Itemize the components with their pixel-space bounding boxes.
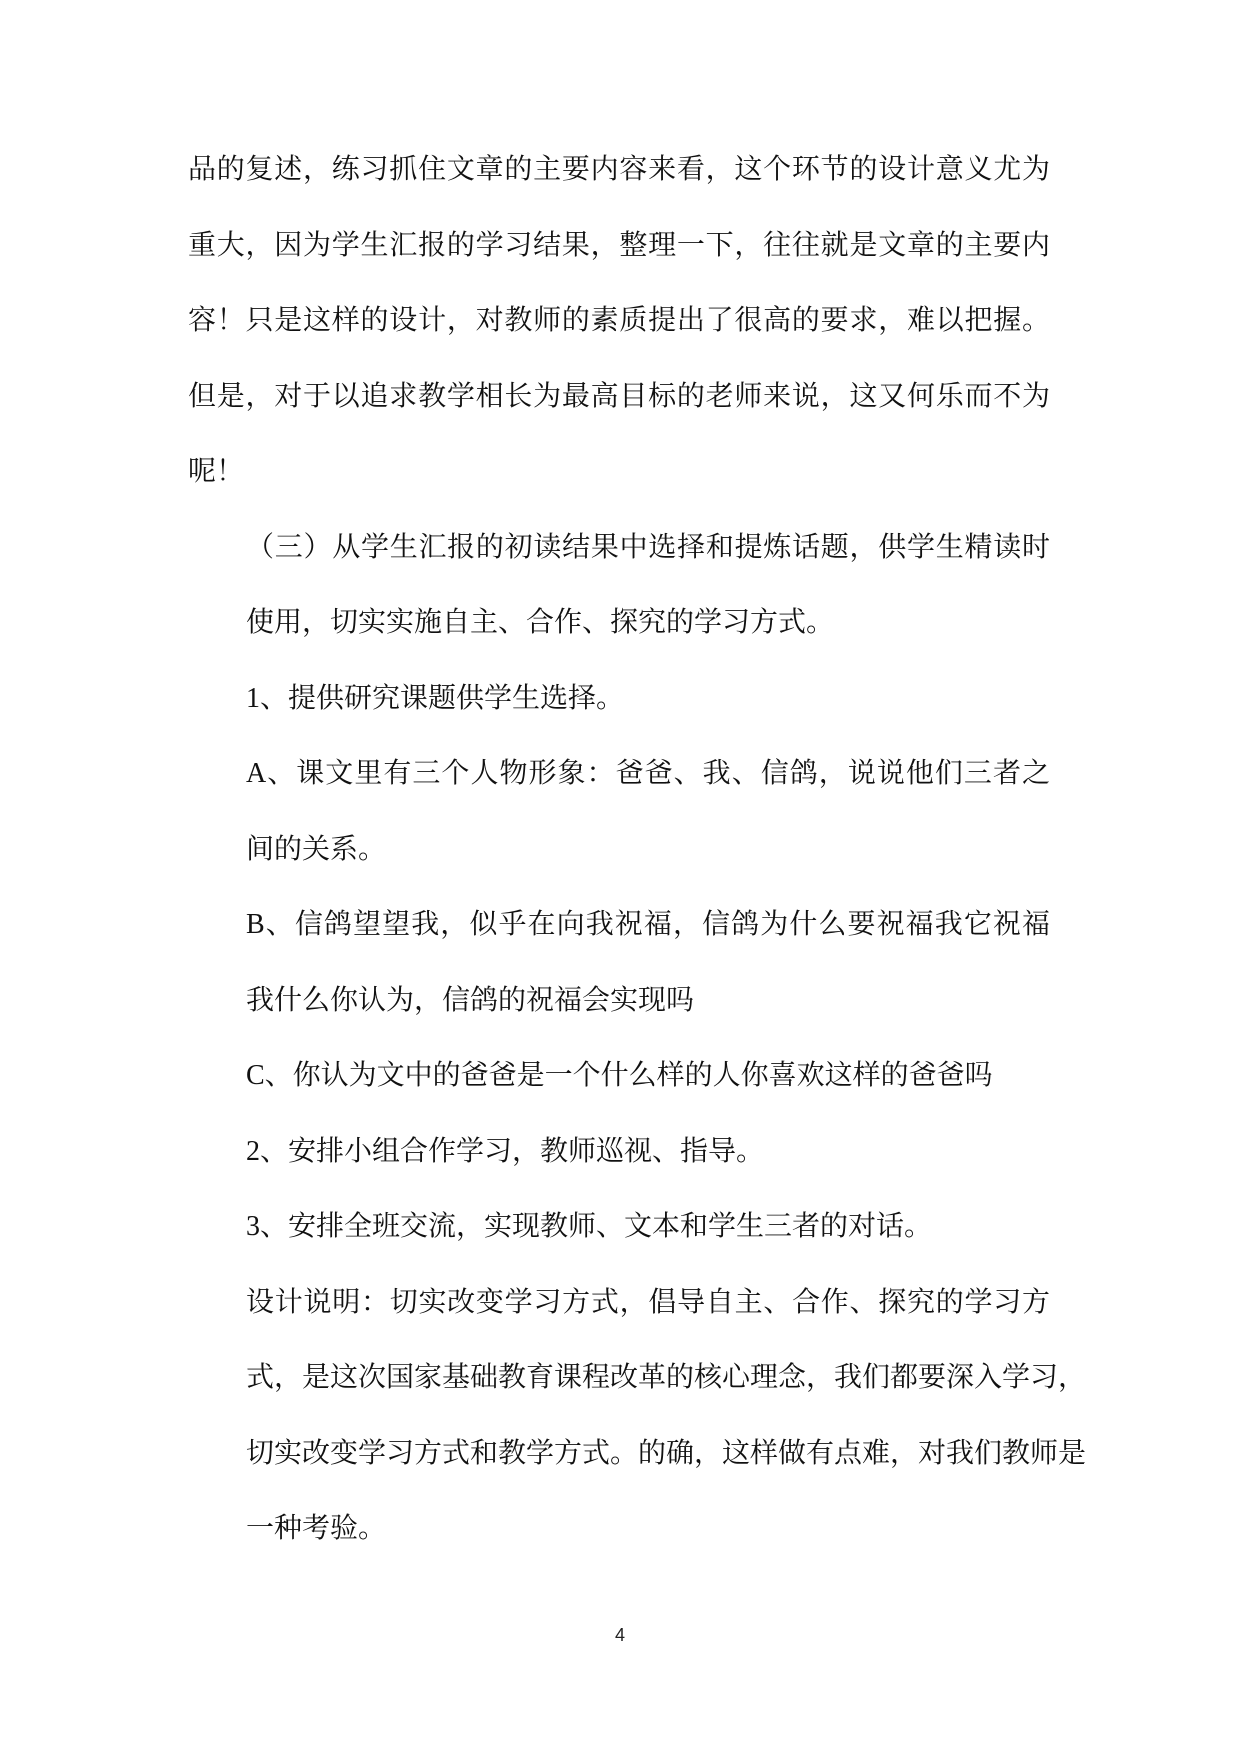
paragraph-item-a bbox=[188, 736, 1050, 887]
text-line: 1、提供研究课题供学生选择。 bbox=[246, 682, 625, 714]
text-line: A、课文里有三个人物形象：爸爸、我、信鸽，说说他们三者之 bbox=[246, 758, 1050, 789]
body-text bbox=[188, 132, 1087, 1567]
paragraph-item-3 bbox=[188, 1189, 1050, 1265]
text-line: 一种考验。 bbox=[246, 1513, 387, 1544]
page-number: 4 bbox=[614, 1625, 625, 1645]
text-line: C、你认为文中的爸爸是一个什么样的人你喜欢这样的爸爸吗 bbox=[246, 1060, 993, 1091]
text-line: 使用，切实实施自主、合作、探究的学习方式。 bbox=[246, 607, 835, 638]
text-line: 品的复述，练习抓住文章的主要内容来看，这个环节的设计意义尤为 bbox=[188, 154, 1050, 185]
paragraph-item-c bbox=[188, 1038, 1050, 1114]
text-line: 间的关系。 bbox=[246, 833, 387, 865]
text-line: 我什么你认为，信鸽的祝福会实现吗 bbox=[246, 984, 695, 1016]
paragraph-item-b bbox=[188, 887, 1050, 1038]
paragraph-design-note bbox=[188, 1265, 1087, 1567]
paragraph-item-1 bbox=[188, 661, 1050, 737]
text-line: （三）从学生汇报的初读结果中选择和提炼话题，供学生精读时 bbox=[246, 531, 1050, 563]
text-line: 容！只是这样的设计，对教师的素质提出了很高的要求，难以把握。 bbox=[188, 305, 1050, 336]
text-line: 式，是这次国家基础教育课程改革的核心理念，我们都要深入学习， bbox=[246, 1362, 1087, 1393]
text-line: 但是，对于以追求教学相长为最高目标的老师来说，这又何乐而不为 bbox=[188, 380, 1050, 412]
text-line: 设计说明：切实改变学习方式，倡导自主、合作、探究的学习方 bbox=[246, 1286, 1050, 1318]
text-line: 2、安排小组合作学习，教师巡视、指导。 bbox=[246, 1135, 765, 1167]
text-line: 重大，因为学生汇报的学习结果，整理一下，往往就是文章的主要内 bbox=[188, 229, 1050, 261]
text-line: 切实改变学习方式和教学方式。的确，这样做有点难，对我们教师是 bbox=[246, 1437, 1087, 1469]
text-line: 呢！ bbox=[188, 456, 245, 487]
text-line: B、信鸽望望我，似乎在向我祝福，信鸽为什么要祝福我它祝福 bbox=[246, 909, 1050, 940]
paragraph-section-three bbox=[188, 510, 1050, 661]
paragraph-item-2 bbox=[188, 1114, 1050, 1190]
paragraph-continuation bbox=[188, 132, 1050, 510]
text-line: 3、安排全班交流，实现教师、文本和学生三者的对话。 bbox=[246, 1211, 933, 1242]
